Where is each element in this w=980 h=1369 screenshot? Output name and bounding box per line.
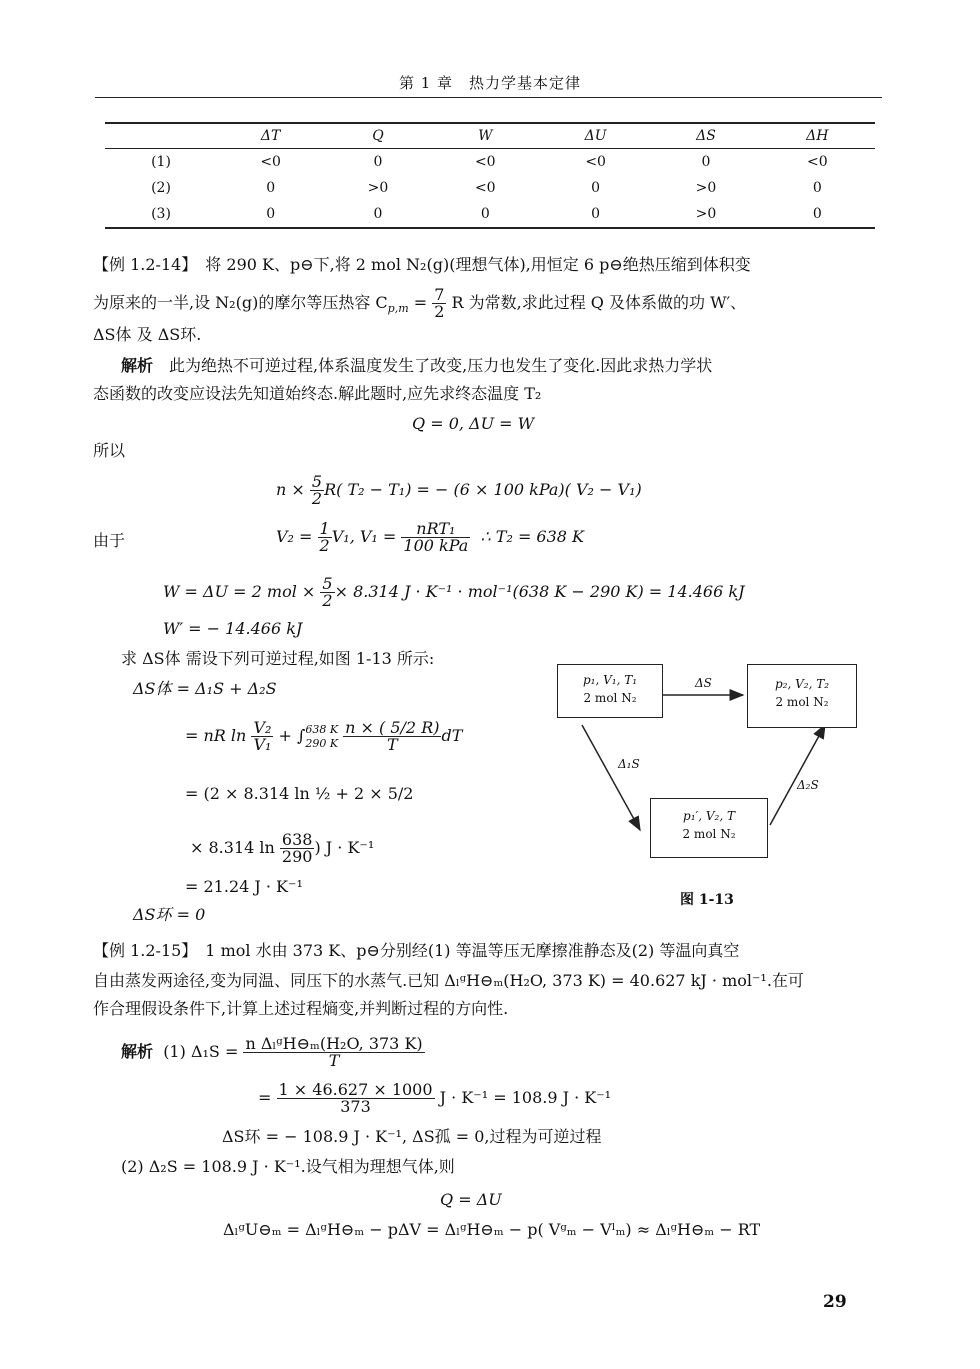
fraction-numerator: 638	[281, 830, 313, 849]
label-youyu: 由于	[93, 531, 126, 550]
entropy-line5: = 21.24 J · K⁻¹	[185, 877, 303, 896]
eq-part: ) J · K⁻¹	[314, 838, 375, 857]
table-row	[105, 201, 875, 228]
solution-line1	[121, 1036, 425, 1069]
equation-energy	[276, 474, 642, 507]
solution-line3: ΔS环 = − 108.9 J · K⁻¹, ΔS孤 = 0,过程为可逆过程	[222, 1127, 602, 1146]
fraction	[343, 720, 441, 753]
table-cell: <0	[260, 154, 281, 170]
entropy-line2	[185, 720, 462, 753]
eq-part: V₂ =	[276, 527, 318, 546]
table-row	[105, 149, 875, 176]
example14-line1: 【例 1.2-14】 将 290 K、p⊖下,将 2 mol N₂(g)(理想气体),用恒定 6 p⊖绝热压缩到体积变	[93, 255, 751, 274]
sign-table	[105, 122, 875, 229]
solution-line4: (2) Δ₂S = 108.9 J · K⁻¹.设气相为理想气体,则	[121, 1157, 455, 1176]
fraction-denominator: 2	[311, 489, 323, 508]
equation-volume	[276, 521, 584, 554]
eq-part: = nR ln	[185, 726, 252, 745]
table-cell: >0	[652, 201, 759, 228]
figure-caption: 图 1-13	[680, 892, 734, 908]
state-box-final	[747, 664, 857, 728]
table-header-cell: Q	[324, 123, 431, 149]
fraction	[318, 521, 332, 554]
example14-line2-end: R 为常数,求此过程 Q 及体系做的功 W′、	[446, 293, 747, 312]
label-d1s: Δ₁S	[618, 757, 640, 771]
entropy-line4	[190, 832, 374, 865]
example15-line1: 【例 1.2-15】 1 mol 水由 373 K、p⊖分别经(1) 等温等压无摩擦准静态及(2) 等温向真空	[93, 941, 740, 960]
fraction-denominator: 2	[434, 302, 445, 321]
fraction	[277, 1082, 435, 1115]
table-header-cell: ΔS	[652, 123, 759, 149]
table-header-cell: W	[432, 123, 539, 149]
example15-line2: 自由蒸发两途径,变为同温、同压下的水蒸气.已知 ΔₗᵍH⊖ₘ(H₂O, 373 K) = 40.627 kJ · mol⁻¹.在可	[93, 971, 804, 990]
example15-line3: 作合理假设条件下,计算上述过程熵变,并判断过程的方向性.	[93, 999, 509, 1018]
state-box-initial	[557, 664, 663, 718]
fraction	[280, 832, 315, 865]
arrow-d1s	[582, 725, 640, 830]
fraction-numerator: 5	[322, 574, 333, 593]
fraction	[310, 474, 324, 507]
label-suoyi: 所以	[93, 441, 126, 460]
table-cell: 0	[324, 201, 431, 228]
state-amount: 2 mol N₂	[682, 827, 736, 841]
label-d2s: Δ₂S	[797, 778, 819, 792]
analysis-paragraph-1	[121, 352, 712, 380]
eq-part: ∴ T₂ = 638 K	[480, 527, 585, 546]
fraction-numerator: V₂	[253, 718, 272, 737]
fraction	[243, 1036, 424, 1069]
arrow-d2s	[770, 725, 825, 825]
fraction-denominator: V₁	[253, 735, 272, 754]
state-box-intermediate	[650, 798, 768, 858]
eq-part: × 8.314 ln	[190, 838, 280, 857]
solution-line5: Q = ΔU	[440, 1190, 502, 1209]
table-cell: 0	[812, 180, 822, 196]
equation-work-prime: W′ = − 14.466 kJ	[163, 619, 303, 638]
table-cell: <0	[585, 154, 606, 170]
table-header-cell	[105, 123, 217, 149]
table-cell: (1)	[151, 154, 171, 170]
state-label: p₁, V₁, T₁	[582, 673, 638, 687]
eq-part: × 8.314 J · K⁻¹ · mol⁻¹(638 K − 290 K) = 14.466 kJ	[334, 582, 745, 601]
fraction-denominator: 290	[281, 847, 313, 866]
table-cell: (2)	[151, 180, 171, 196]
table-cell: 0	[539, 201, 652, 228]
eq-part: (1) Δ₁S =	[163, 1042, 244, 1061]
solution-line2	[258, 1082, 611, 1115]
eq-part: + ∫	[273, 726, 306, 745]
fraction-denominator: T	[386, 735, 398, 754]
state-label: p₁′, V₂, T	[683, 809, 735, 823]
label-ds: ΔS	[695, 676, 712, 690]
analysis-paragraph-2: 态函数的改变应设法先知道始终态.解此题时,应先求终态温度 T₂	[93, 384, 542, 403]
fraction-denominator: 2	[319, 536, 330, 555]
table-cell: 0	[373, 154, 383, 170]
fraction-numerator: n × ( 5/2 R)	[345, 718, 440, 737]
table-cell: <0	[474, 154, 496, 170]
fraction	[251, 720, 273, 753]
example14-line3: ΔS体 及 ΔS环.	[93, 325, 202, 344]
equation-work	[163, 576, 744, 609]
eq-part: =	[258, 1088, 277, 1107]
lower-limit: 290 K	[305, 736, 339, 750]
state-amount: 2 mol N₂	[583, 691, 637, 705]
equation-q: Q = 0, ΔU = W	[412, 414, 535, 433]
integral-limits	[305, 723, 338, 751]
table-row	[105, 175, 875, 201]
fraction-numerator: 1 × 46.627 × 1000	[278, 1080, 433, 1099]
table-cell: 0	[701, 154, 711, 170]
table-cell: 0	[591, 180, 601, 196]
example14-line2-text: 为原来的一半,设 N₂(g)的摩尔等压热容 C	[93, 293, 388, 312]
table-header-row	[105, 123, 875, 149]
eq-part: W = ΔU = 2 mol ×	[163, 582, 321, 601]
state-label: p₂, V₂, T₂	[774, 677, 830, 691]
fraction-numerator: nRT₁	[401, 521, 470, 538]
table-cell: >0	[695, 180, 717, 196]
equals-sign: =	[408, 293, 433, 312]
table-header-cell: ΔT	[217, 123, 324, 149]
fraction	[320, 576, 334, 609]
table-cell: 0	[432, 201, 539, 228]
table-cell: <0	[474, 180, 496, 196]
eq-part: V₁, V₁ =	[331, 527, 402, 546]
fraction	[401, 521, 470, 554]
entropy-line6: ΔS环 = 0	[133, 905, 206, 924]
header-rule	[95, 97, 882, 98]
fraction-numerator: 1	[319, 519, 330, 538]
example14-line2	[93, 287, 746, 323]
heat-capacity-subscript: p,m	[387, 302, 409, 316]
table-cell: 0	[266, 180, 276, 196]
entropy-line3: = (2 × 8.314 ln ½ + 2 × 5/2	[185, 784, 414, 803]
analysis-label: 解析	[121, 356, 154, 375]
fraction-denominator: T	[328, 1051, 340, 1070]
request-line: 求 ΔS体 需设下列可逆过程,如图 1-13 所示:	[121, 649, 435, 668]
page-number: 29	[823, 1292, 847, 1312]
eq-part: dT	[441, 726, 463, 745]
fraction-denominator: 373	[340, 1097, 371, 1116]
fraction-denominator: 100 kPa	[403, 536, 469, 555]
solution-line6: ΔₗᵍU⊖ₘ = ΔₗᵍH⊖ₘ − pΔV = ΔₗᵍH⊖ₘ − p( Vᵍₘ − Vˡₘ) ≈ ΔₗᵍH⊖ₘ − RT	[223, 1220, 761, 1239]
analysis-text: 此为绝热不可逆过程,体系温度发生了改变,压力也发生了变化.因此求热力学状	[153, 356, 713, 375]
entropy-line1: ΔS体 = Δ₁S + Δ₂S	[133, 679, 277, 698]
analysis-label: 解析	[121, 1042, 154, 1061]
chapter-header: 第 1 章 热力学基本定律	[398, 74, 582, 92]
fraction-seven-halves	[432, 287, 446, 320]
table-cell: 0	[217, 201, 324, 228]
state-amount: 2 mol N₂	[775, 695, 829, 709]
table-header-cell: ΔH	[760, 123, 875, 149]
eq-part: R( T₂ − T₁) = − (6 × 100 kPa)( V₂ − V₁)	[324, 480, 642, 499]
fraction-denominator: 2	[322, 591, 333, 610]
eq-part: n ×	[276, 480, 310, 499]
table-cell: (3)	[105, 201, 217, 228]
fraction-numerator: n ΔₗᵍH⊖ₘ(H₂O, 373 K)	[245, 1034, 423, 1053]
table-cell: 0	[760, 201, 875, 228]
table-cell: >0	[367, 180, 389, 196]
fraction-numerator: 5	[311, 472, 323, 491]
table-cell: <0	[807, 154, 828, 170]
table-header-cell: ΔU	[539, 123, 652, 149]
fraction-numerator: 7	[434, 285, 445, 304]
eq-part: J · K⁻¹ = 108.9 J · K⁻¹	[439, 1088, 612, 1107]
upper-limit: 638 K	[305, 722, 339, 736]
